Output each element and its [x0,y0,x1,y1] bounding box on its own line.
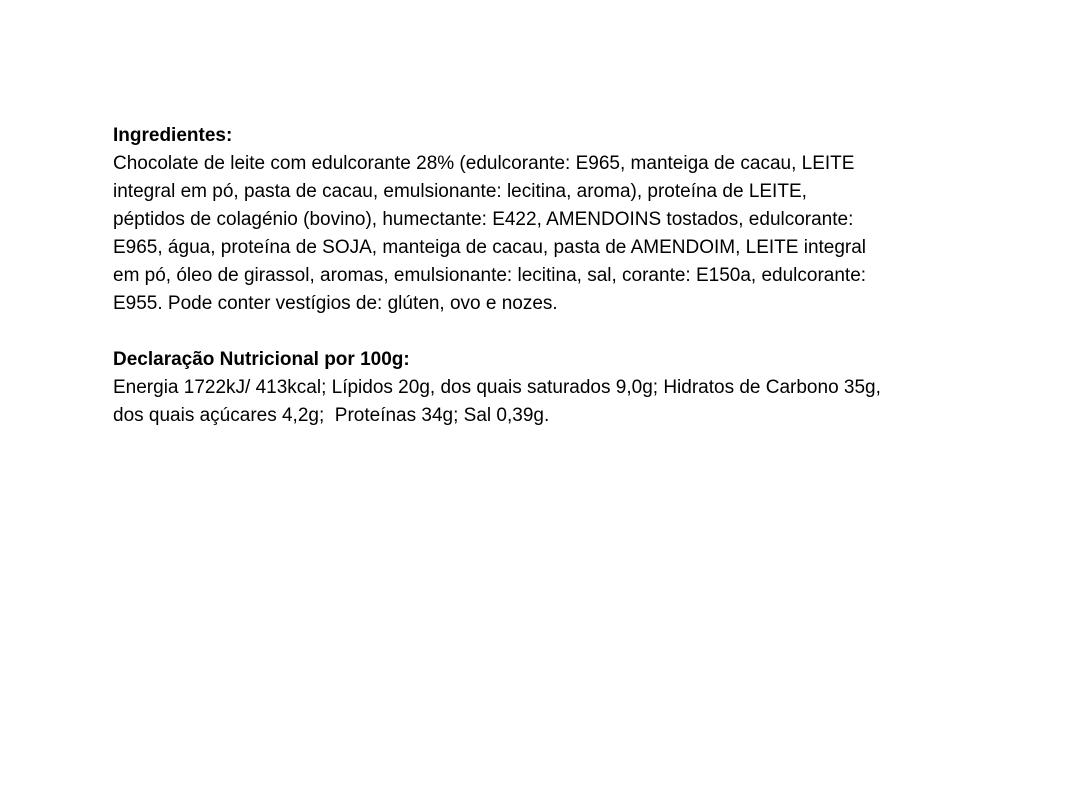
ingredients-line: E965, água, proteína de SOJA, manteiga de cacau, pasta de AMENDOIM, LEITE integral [113,237,867,258]
section-spacer [113,318,973,346]
nutrition-line: Energia 1722kJ/ 413kcal; Lípidos 20g, dos quais saturados 9,0g; Hidratos de Carbono 35g, [113,377,881,398]
ingredients-line: integral em pó, pasta de cacau, emulsionante: lecitina, aroma), proteína de LEITE, [113,181,807,202]
ingredients-line: E955. Pode conter vestígios de: glúten, ovo e nozes. [113,293,558,314]
ingredients-section [113,122,973,318]
ingredients-heading: Ingredientes: [113,125,233,146]
nutrition-section [113,346,973,430]
nutrition-heading: Declaração Nutricional por 100g: [113,349,410,370]
ingredients-line: péptidos de colagénio (bovino), humectante: E422, AMENDOINS tostados, edulcorante: [113,209,854,230]
nutrition-line: dos quais açúcares 4,2g; Proteínas 34g; Sal 0,39g. [113,405,550,426]
ingredients-line: em pó, óleo de girassol, aromas, emulsionante: lecitina, sal, corante: E150a, edulcorante: [113,265,867,286]
label-document [113,122,973,430]
ingredients-line: Chocolate de leite com edulcorante 28% (edulcorante: E965, manteiga de cacau, LEITE [113,153,855,174]
